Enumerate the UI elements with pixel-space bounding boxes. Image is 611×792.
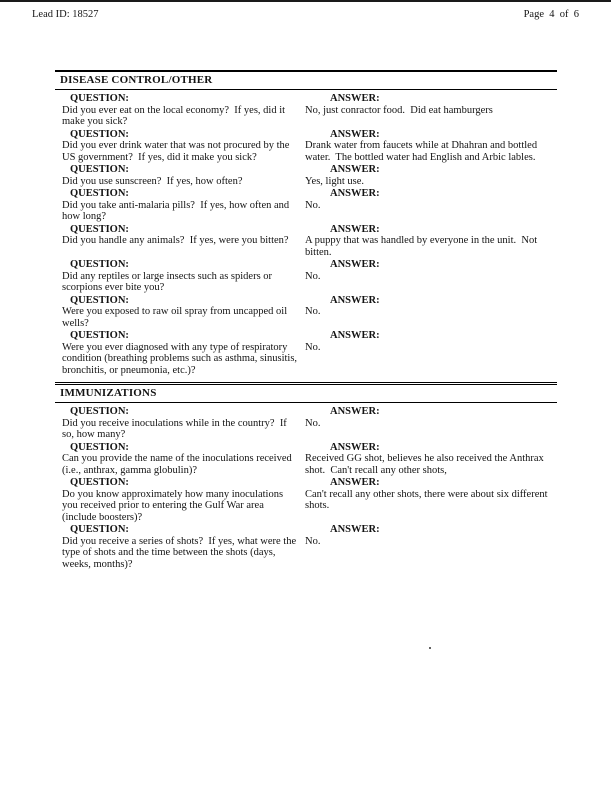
qa-item — [55, 93, 557, 128]
question-text: Did you ever eat on the local economy? If yes, did it make you sick? — [62, 104, 288, 127]
qa-item — [55, 259, 557, 294]
answer-text: A puppy that was handled by everyone in the unit. Not bitten. — [305, 235, 540, 258]
qa-list — [55, 90, 557, 382]
answer-column — [305, 188, 557, 223]
question-column — [55, 259, 305, 294]
answer-label: ANSWER: — [330, 477, 380, 488]
section-title: DISEASE CONTROL/OTHER — [55, 70, 557, 90]
question-label: QUESTION: — [70, 330, 129, 341]
question-text: Did you receive a series of shots? If yes, what were the type of shots and the time between the shots (days, weeks, months)? — [62, 535, 299, 570]
page-number: Page 4 of 6 — [523, 9, 579, 20]
question-column — [55, 442, 305, 477]
question-column — [55, 188, 305, 223]
answer-text: No. — [305, 417, 321, 429]
answer-text: Can't recall any other shots, there were about six different shots. — [305, 488, 551, 511]
qa-item — [55, 442, 557, 477]
question-column — [55, 524, 305, 570]
qa-item — [55, 295, 557, 330]
qa-item — [55, 406, 557, 441]
qa-item — [55, 188, 557, 223]
answer-text: Drank water from faucets while at Dhahran and bottled water. The bottled water had English and Arbic lables. — [305, 140, 540, 163]
answer-column — [305, 406, 557, 441]
answer-label: ANSWER: — [330, 294, 380, 306]
question-text: Were you exposed to raw oil spray from uncapped oil wells? — [62, 306, 290, 329]
question-column — [55, 129, 305, 164]
answer-label: ANSWER: — [330, 188, 380, 199]
question-text: Were you ever diagnosed with any type of respiratory condition (breathing problems such as asthma, sinusitis, bronchitis, or pneumonia, etc.)? — [62, 341, 300, 376]
question-column — [55, 93, 305, 128]
question-label: QUESTION: — [70, 259, 129, 270]
answer-text: No. — [305, 341, 321, 353]
question-label: QUESTION: — [70, 406, 129, 417]
qa-item — [55, 524, 557, 570]
answer-label: ANSWER: — [330, 330, 380, 341]
answer-text: No. — [305, 270, 321, 282]
qa-item — [55, 129, 557, 164]
question-label: QUESTION: — [70, 524, 129, 535]
answer-label: ANSWER: — [330, 259, 380, 270]
answer-column — [305, 524, 557, 570]
qa-list — [55, 403, 557, 576]
question-label: QUESTION: — [70, 223, 129, 235]
question-label: QUESTION: — [70, 93, 129, 104]
question-label: QUESTION: — [70, 128, 129, 140]
question-column — [55, 295, 305, 330]
qa-item — [55, 164, 557, 187]
scan-artifact-dot — [429, 647, 431, 649]
document-body — [55, 70, 557, 576]
answer-text: Received GG shot, believes he also received the Anthrax shot. Can't recall any other shots, — [305, 453, 547, 476]
answer-label: ANSWER: — [330, 164, 380, 175]
answer-column — [305, 224, 557, 259]
answer-label: ANSWER: — [330, 441, 380, 453]
question-text: Can you provide the name of the inoculations received (i.e., anthrax, gamma globulin)? — [62, 453, 295, 476]
answer-label: ANSWER: — [330, 223, 380, 235]
question-column — [55, 406, 305, 441]
section — [55, 382, 557, 576]
answer-column — [305, 477, 557, 523]
question-column — [55, 330, 305, 376]
answer-text: No. — [305, 199, 321, 211]
answer-column — [305, 442, 557, 477]
question-text: Did you ever drink water that was not procured by the US government? If yes, did it make you sick? — [62, 140, 293, 163]
question-text: Did any reptiles or large insects such as spiders or scorpions ever bite you? — [62, 270, 275, 293]
question-column — [55, 477, 305, 523]
answer-label: ANSWER: — [330, 524, 380, 535]
sections-container — [55, 70, 557, 576]
answer-column — [305, 295, 557, 330]
question-label: QUESTION: — [70, 294, 129, 306]
answer-label: ANSWER: — [330, 93, 380, 104]
page-header — [32, 9, 579, 21]
answer-column — [305, 164, 557, 187]
question-label: QUESTION: — [70, 441, 129, 453]
answer-column — [305, 93, 557, 128]
answer-text: No. — [305, 306, 321, 317]
question-text: Do you know approximately how many inoculations you received prior to entering the Gulf War area (include boosters)? — [62, 488, 286, 523]
question-label: QUESTION: — [70, 164, 129, 175]
question-text: Did you take anti-malaria pills? If yes, how often and how long? — [62, 199, 292, 222]
question-column — [55, 224, 305, 259]
answer-text: Yes, light use. — [305, 175, 365, 187]
question-text: Did you use sunscreen? If yes, how often? — [62, 175, 243, 187]
section — [55, 70, 557, 382]
qa-item — [55, 224, 557, 259]
question-label: QUESTION: — [70, 188, 129, 199]
section-title: IMMUNIZATIONS — [55, 382, 557, 403]
question-text: Did you receive inoculations while in the country? If so, how many? — [62, 417, 290, 440]
question-text: Did you handle any animals? If yes, were you bitten? — [62, 235, 289, 246]
answer-label: ANSWER: — [330, 406, 380, 417]
answer-text: No, just conractor food. Did eat hamburgers — [305, 104, 493, 116]
qa-item — [55, 477, 557, 523]
question-label: QUESTION: — [70, 477, 129, 488]
answer-column — [305, 259, 557, 294]
answer-column — [305, 129, 557, 164]
answer-label: ANSWER: — [330, 128, 380, 140]
qa-item — [55, 330, 557, 376]
answer-text: No. — [305, 535, 321, 547]
lead-id: Lead ID: 18527 — [32, 9, 99, 20]
question-column — [55, 164, 305, 187]
answer-column — [305, 330, 557, 376]
